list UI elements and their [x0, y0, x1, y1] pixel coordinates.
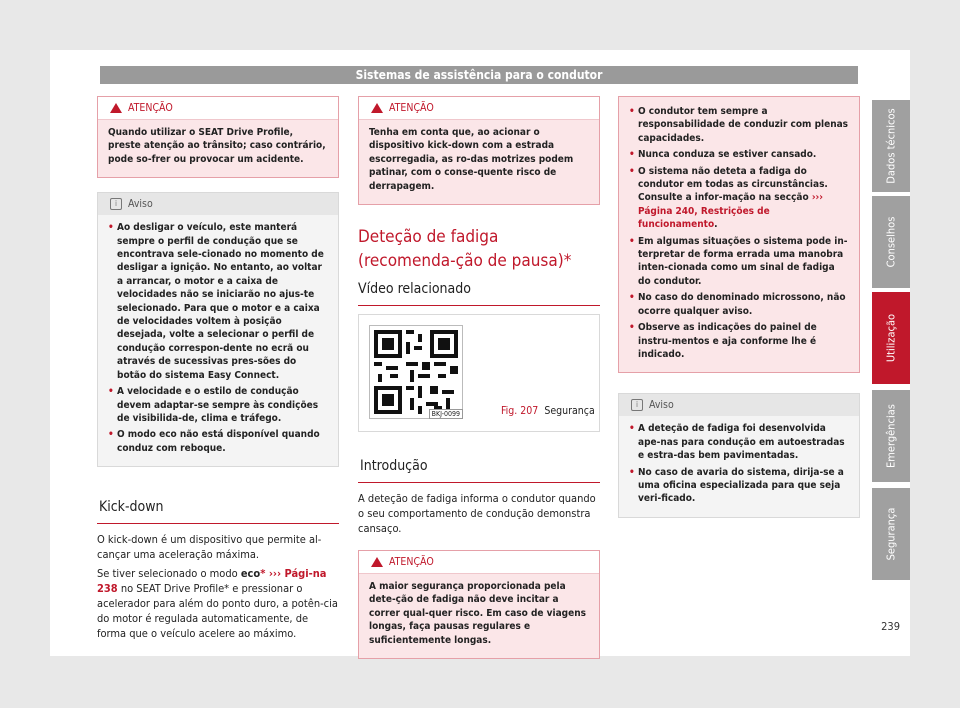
section-title-fatigue: Deteção de fadiga (recomenda-ção de pausa)*	[358, 227, 572, 272]
tab-seguranca[interactable]	[872, 488, 910, 580]
warning-text: Tenha em conta que, ao acionar o dispositivo kick-down com a estrada escorregadia, as ro-das motrizes podem patinar, com o conse-quente risco de derrapagem.	[369, 127, 574, 192]
warning-text: A maior segurança proporcionada pela dete-ção de fadiga não deve incitar a correr qual-quer risco. Em caso de viagens longas, faça pausas regulares e suficientemente longas.	[369, 581, 586, 646]
tab-label: Utilização	[884, 313, 898, 363]
warning-box	[358, 550, 600, 659]
tab-label: Conselhos	[884, 216, 898, 268]
figure-caption	[501, 405, 595, 417]
column-1	[97, 96, 339, 645]
intro-text: A deteção de fadiga informa o condutor quando o seu comportamento de condução demonstra cansaço.	[358, 492, 596, 536]
warning-item	[629, 165, 849, 232]
tab-dados-tecnicos[interactable]	[872, 100, 910, 192]
aviso-box	[618, 393, 860, 517]
column-3	[618, 96, 860, 532]
text-run: O sistema não deteta a fadiga do condutor em todas as circunstâncias. Consulte a infor-mação na secção	[638, 165, 828, 204]
warning-item: • No caso do denominado microssono, não ocorre qualquer aviso.	[629, 291, 849, 318]
figure-number: Fig. 207	[501, 405, 539, 418]
figure-207	[358, 314, 600, 432]
warning-icon	[371, 103, 383, 113]
page-reference-link[interactable]: ››› Página 240, Restrições de funcionamento	[638, 192, 823, 231]
text-run: Se tiver selecionado o modo	[97, 567, 241, 581]
warning-icon	[110, 103, 122, 113]
warning-item: • O condutor tem sempre a responsabilidade de conduzir com plenas capacidades.	[629, 105, 849, 145]
warning-title: ATENÇÃO	[389, 102, 434, 114]
aviso-item: • A deteção de fadiga foi desenvolvida ape-nas para condução em autoestradas e estra-das bem pavimentadas.	[629, 422, 849, 462]
aviso-title: Aviso	[649, 399, 674, 412]
figure-caption-text: Segurança	[544, 405, 595, 418]
section-title-kick-down: Kick-down	[97, 495, 339, 524]
column-2	[358, 96, 600, 673]
text-run: no SEAT Drive Profile* e pressionar o acelerador para além do ponto duro, a potên-cia do motor é regulada automaticamente, de forma que o veículo acelere ao máximo.	[97, 582, 338, 641]
kick-down-paragraph-1: O kick-down é um dispositivo que permite al-cançar uma aceleração máxima.	[97, 533, 322, 562]
aviso-item: • No caso de avaria do sistema, dirija-se a uma oficina especializada para que seja veri-ficado.	[629, 466, 849, 506]
tab-utilizacao[interactable]	[872, 292, 910, 384]
warning-title: ATENÇÃO	[389, 556, 434, 569]
eco-mode-text: eco	[240, 567, 261, 581]
aviso-item: • A velocidade e o estilo de condução devem adaptar-se sempre às condições de visibilida-de, clima e tráfego.	[108, 385, 328, 425]
tab-conselhos[interactable]	[872, 196, 910, 288]
aviso-title: Aviso	[128, 198, 153, 211]
aviso-item: • O modo eco não está disponível quando conduz com reboque.	[108, 428, 328, 455]
warning-item: • Em algumas situações o sistema pode in-terpretar de forma errada uma manobra inten-cionada como um sinal de fadiga do condutor.	[629, 235, 849, 289]
tab-label: Dados técnicos	[884, 108, 898, 184]
warning-box	[97, 96, 339, 178]
warning-box	[358, 96, 600, 205]
warning-box-continued	[618, 96, 860, 373]
kick-down-paragraph-2	[97, 566, 339, 641]
section-title-intro: Introdução	[358, 454, 600, 483]
info-icon: i	[110, 198, 122, 210]
warning-item: • Observe as indicações do painel de instru-mentos e aja conforme lhe é indicado.	[629, 321, 849, 361]
tab-label: Emergências	[884, 404, 898, 468]
video-subtitle: Vídeo relacionado	[358, 281, 600, 306]
aviso-item: • Ao desligar o veículo, este manterá sempre o perfil de condução que se encontrava sele-cionado no momento de desligar a ignição. No entanto, ao voltar a arrancar, o motor e a caixa de velocidades não se iniciarão no ajus-te selecionado. Para que o motor e a caixa de velocidades voltem à posição desejada, volte a selecionar o perfil de condução correspon-dente no ecrã ou através de sucessivas pres-sões do botão do sistema Easy Connect.	[108, 221, 328, 382]
warning-text: Quando utilizar o SEAT Drive Profile, preste atenção ao trânsito; caso contrário, pode so-frer ou provocar um acidente.	[108, 127, 326, 165]
qr-code-label: BKJ-0099	[429, 409, 463, 419]
page-reference-link[interactable]: * ››› Pági-na 238	[97, 567, 327, 596]
running-header: Sistemas de assistência para o condutor	[100, 66, 858, 84]
tab-label: Segurança	[884, 507, 898, 561]
warning-icon	[371, 557, 383, 567]
warning-item: • Nunca conduza se estiver cansado.	[629, 148, 849, 161]
tab-emergencias[interactable]	[872, 390, 910, 482]
text-run: .	[714, 219, 718, 231]
page-number: 239	[881, 620, 900, 633]
aviso-box	[97, 192, 339, 467]
info-icon: i	[631, 399, 643, 411]
qr-code[interactable]	[369, 325, 463, 419]
warning-title: ATENÇÃO	[128, 102, 173, 114]
